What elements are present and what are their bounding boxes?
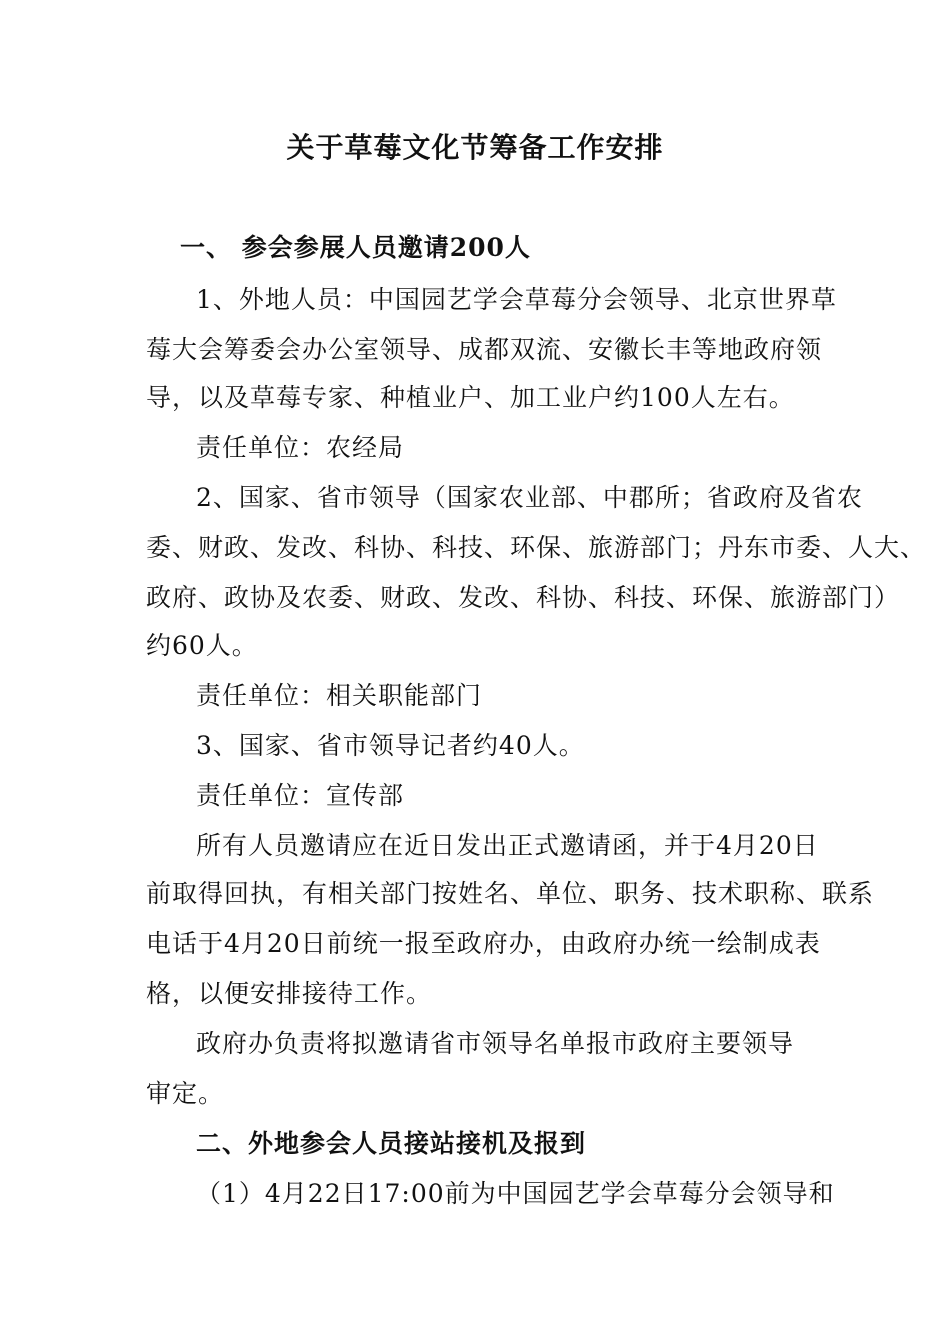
paragraph-line: 电话于4月20日前统一报至政府办，由政府办统一绘制成表 <box>146 929 821 958</box>
paragraph-line: 审定。 <box>146 1079 225 1108</box>
responsible-unit-line: 责任单位：宣传部 <box>196 781 405 810</box>
paragraph-line: 导，以及草莓专家、种植业户、加工业户约100人左右。 <box>146 383 795 412</box>
document-title: 关于草莓文化节筹备工作安排 <box>286 131 664 164</box>
paragraph-line: 1、外地人员：中国园艺学会草莓分会领导、北京世界草 <box>196 285 837 314</box>
responsible-unit-line: 责任单位：相关职能部门 <box>196 681 483 710</box>
paragraph-line: 委、财政、发改、科协、科技、环保、旅游部门；丹东市委、人大、 <box>146 533 927 562</box>
paragraph-line: 前取得回执，有相关部门按姓名、单位、职务、技术职称、联系 <box>146 879 875 908</box>
paragraph-line: 政府办负责将拟邀请省市领导名单报市政府主要领导 <box>196 1029 795 1058</box>
paragraph-line: 3、国家、省市领导记者约40人。 <box>196 731 585 760</box>
responsible-unit-line: 责任单位：农经局 <box>196 433 405 462</box>
paragraph-line: 格，以便安排接待工作。 <box>146 979 433 1008</box>
paragraph-line: 2、国家、省市领导（国家农业部、中郡所；省政府及省农 <box>196 483 863 512</box>
paragraph-line: 莓大会筹委会办公室领导、成都双流、安徽长丰等地政府领 <box>146 335 823 364</box>
section-heading-2: 二、外地参会人员接站接机及报到 <box>196 1129 587 1158</box>
paragraph-line: 政府、政协及农委、财政、发改、科协、科技、环保、旅游部门） <box>146 583 901 612</box>
paragraph-line: 约60人。 <box>146 631 258 660</box>
section-heading-1: 一、 参会参展人员邀请200人 <box>180 233 531 262</box>
paragraph-line: 所有人员邀请应在近日发出正式邀请函，并于4月20日 <box>196 831 819 860</box>
paragraph-line: （1）4月22日17:00前为中国园艺学会草莓分会领导和 <box>196 1179 835 1208</box>
